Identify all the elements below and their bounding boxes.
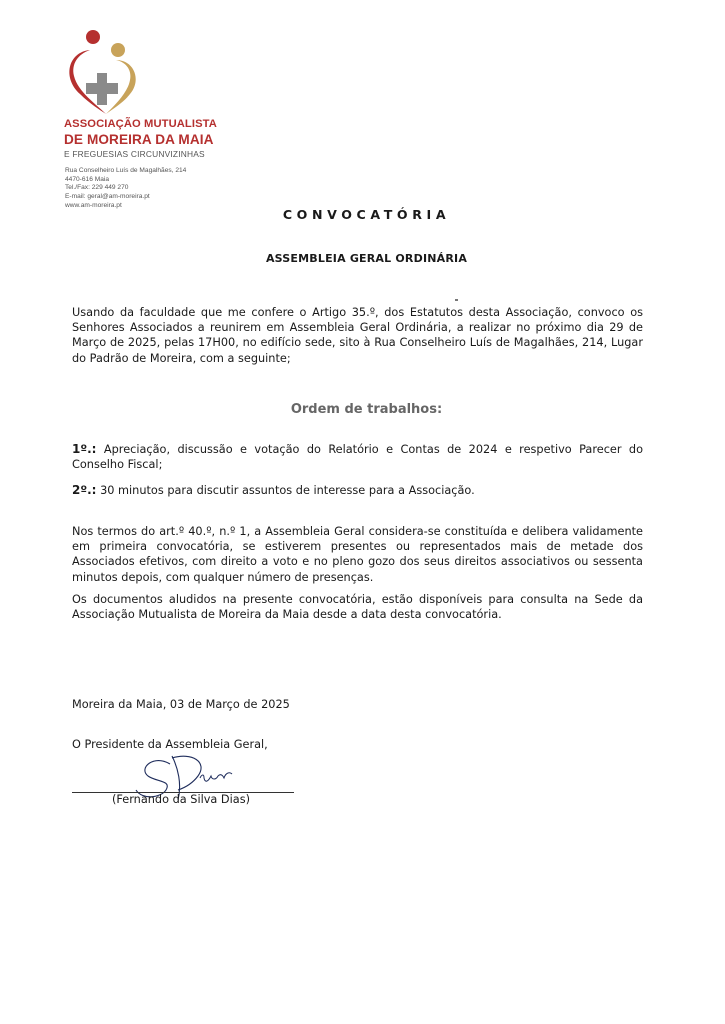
org-name-line1: ASSOCIAÇÃO MUTUALISTA — [64, 118, 217, 130]
intro-paragraph: Usando da faculdade que me confere o Artigo 35.º, dos Estatutos desta Associação, convoco os Senhores Associados a reunirem em Assembleia Geral Ordinária, a realizar no próximo dia 29 de Março de 2025, pelas 17H00, no edifício sede, sito à Rua Conselheiro Luís de Magalhães, 214, Lugar do Padrão de Moreira, com a seguinte; — [72, 306, 643, 365]
organization-name — [64, 119, 217, 159]
org-email: E-mail: geral@am-moreira.pt — [65, 193, 150, 201]
documents-paragraph: Os documentos aludidos na presente convocatória, estão disponíveis para consulta na Sede da Associação Mutualista de Moreira da Maia desde a data desta convocatória. — [72, 593, 643, 622]
org-phone: Tel./Fax: 229 449 270 — [65, 184, 129, 192]
heart-cross-logo — [60, 26, 150, 116]
signatory-title: O Presidente da Assembleia Geral, — [72, 738, 268, 751]
logo-red-dot — [86, 30, 100, 44]
agenda-item-text: 30 minutos para discutir assuntos de interesse para a Associação. — [96, 484, 475, 497]
logo-gold-dot — [111, 43, 125, 57]
agenda-item — [72, 483, 643, 498]
agenda-heading: Ordem de trabalhos: — [290, 402, 443, 417]
org-contacts — [65, 167, 186, 211]
document-subtitle: ASSEMBLEIA GERAL ORDINÁRIA — [265, 252, 468, 265]
place-date: Moreira da Maia, 03 de Março de 2025 — [72, 698, 290, 711]
scan-mark — [455, 299, 458, 301]
org-name-line2: DE MOREIRA DA MAIA — [64, 131, 214, 147]
agenda-item — [72, 442, 643, 472]
org-name-line3: E FREGUESIAS CIRCUNVIZINHAS — [64, 149, 205, 160]
org-address: Rua Conselheiro Luís de Magalhães, 214 — [65, 167, 187, 174]
agenda-item-label: 2º.: — [72, 483, 97, 497]
signatory-name: (Fernando da Silva Dias) — [112, 793, 250, 806]
org-postal: 4470-616 Maia — [65, 175, 109, 183]
logo-cross-horizontal — [86, 83, 118, 94]
agenda-item-label: 1º.: — [72, 442, 97, 456]
quorum-paragraph: Nos termos do art.º 40.º, n.º 1, a Assembleia Geral considera-se constituída e delibera validamente em primeira convocatória, se estiverem presentes ou representados mais de metade dos Associados efetivos, com direito a voto e no pleno gozo dos seus direitos associativos ou sessenta minutos depois, com qualquer número de presenças. — [72, 525, 643, 584]
org-website: www.am-moreira.pt — [65, 201, 122, 209]
agenda-item-text: Apreciação, discussão e votação do Relatório e Contas de 2024 e respetivo Parecer do Conselho Fiscal; — [72, 443, 643, 472]
document-title: CONVOCATÓRIA — [282, 207, 451, 222]
